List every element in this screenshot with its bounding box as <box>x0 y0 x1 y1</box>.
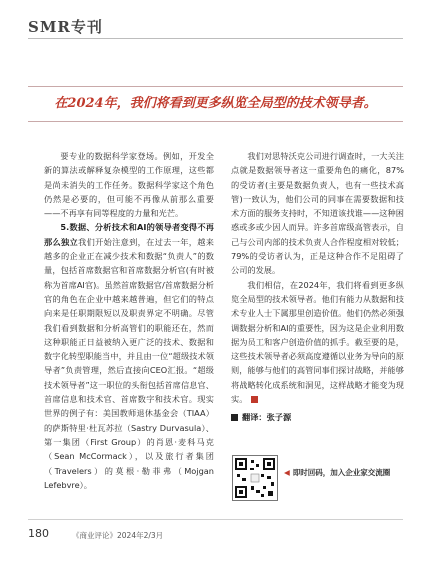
qr-block <box>232 455 407 500</box>
publication-info: 《商业评论》2024年2/3月 <box>72 531 164 540</box>
left-column <box>44 149 214 492</box>
translator-name: 翻译：张子源 <box>242 412 292 423</box>
right-column <box>231 149 404 425</box>
arrow-icon: ◀ <box>284 468 290 477</box>
pullquote-bottom-rule <box>28 121 403 122</box>
paragraph-body: 我们相信，在2024年，我们将看到更多纵览全局型的技术领导者。他们有能力从数据和技术专业人士下属那里创造价值。他们仍然必须强调数据分析和AI的重要性，因为这是企业利用数据为员工和客户创造价值的抓手。截至要的是，这些技术领导者必须高度遵循以业务为导向的原则，能够与他们的高管同事们探讨战略，并能够将战略转化成系统和洞见，这样战略才能变为现实。 <box>231 279 404 405</box>
pullquote-top-rule <box>28 86 403 87</box>
translator-credit <box>231 410 404 424</box>
footer-divider <box>28 519 403 520</box>
section-heading: 5.数据、分析技术和AI的领导者变得不再那么独立 <box>44 222 214 247</box>
end-mark-icon <box>251 396 258 403</box>
pull-quote: 在2024年，我们将看到更多纵览全局型的技术领导者。 <box>54 96 377 111</box>
paragraph: 要专业的数据科学家登场。例如，开发全新的算法或解释复杂模型的工作原理，这些都是尚未消失的工作任务。数据科学家这个角色仍然是必要的，但可能不再像从前那么重要——不再享有同等程度的力量和光芒。 <box>44 151 214 219</box>
paragraph <box>44 220 214 492</box>
header-divider <box>28 38 403 39</box>
bullet-square-icon <box>231 414 238 421</box>
qr-caption <box>284 467 407 478</box>
page-number: 180 <box>28 527 49 540</box>
paragraph <box>231 278 404 407</box>
paragraph: 我们对思特沃克公司进行调查时，一大关注点就是数据领导者这一重要角色的痛化，87%的受访者(主要是数据负责人，也有一些技术高管)一致认为，他们公司的同事在需要数据和技术方面的服务支持时，不知道该找谁——这种困惑或多或少因人而异。许多首席级高管表示，自己与公司内部的技术负责人合作程度相对较低；79%的受访者认为，正是这种合作不足阻碍了公司的发展。 <box>231 151 404 276</box>
section-label: SMR专刊 <box>28 18 103 36</box>
page-header <box>0 0 427 44</box>
qr-caption-text: 即时回码，加入企业家交流圈 <box>292 468 391 477</box>
paragraph-body: 我们开始注意到，在过去一年，越来越多的企业正在减少技术和数据“负责人”的数量，包括首席数据官和首席数据分析官(有时被称为首席AI官)。虽然首席数据官/首席数据分析官的角色在企业中越来越普遍，但它们的特点向来是任职期限短以及职责界定不明确。尽管我们看到数据和分析高管们的职能还在，然而这种职能正日益被纳入更广泛的技术、数据和数字化转型职能当中，并且由一位“超级技术领导者”负责管理，然后直接向CEO汇报。“超级技术领导者”这一职位的头衔包括首席信息官、首席信息和技术官、首席数字和技术官。现实世界的例子有：美国教师退休基金会（TIAA）的萨斯特里·杜瓦苏拉（Sastry Durvasula）、第一集团（First Group）的肖恩·麦科马克（Sean McCormack），以及旅行者集团（Travelers）的莫根·勒菲弗（Mojgan Lefebvre）。 <box>44 236 214 490</box>
qr-code-icon[interactable] <box>232 455 278 501</box>
